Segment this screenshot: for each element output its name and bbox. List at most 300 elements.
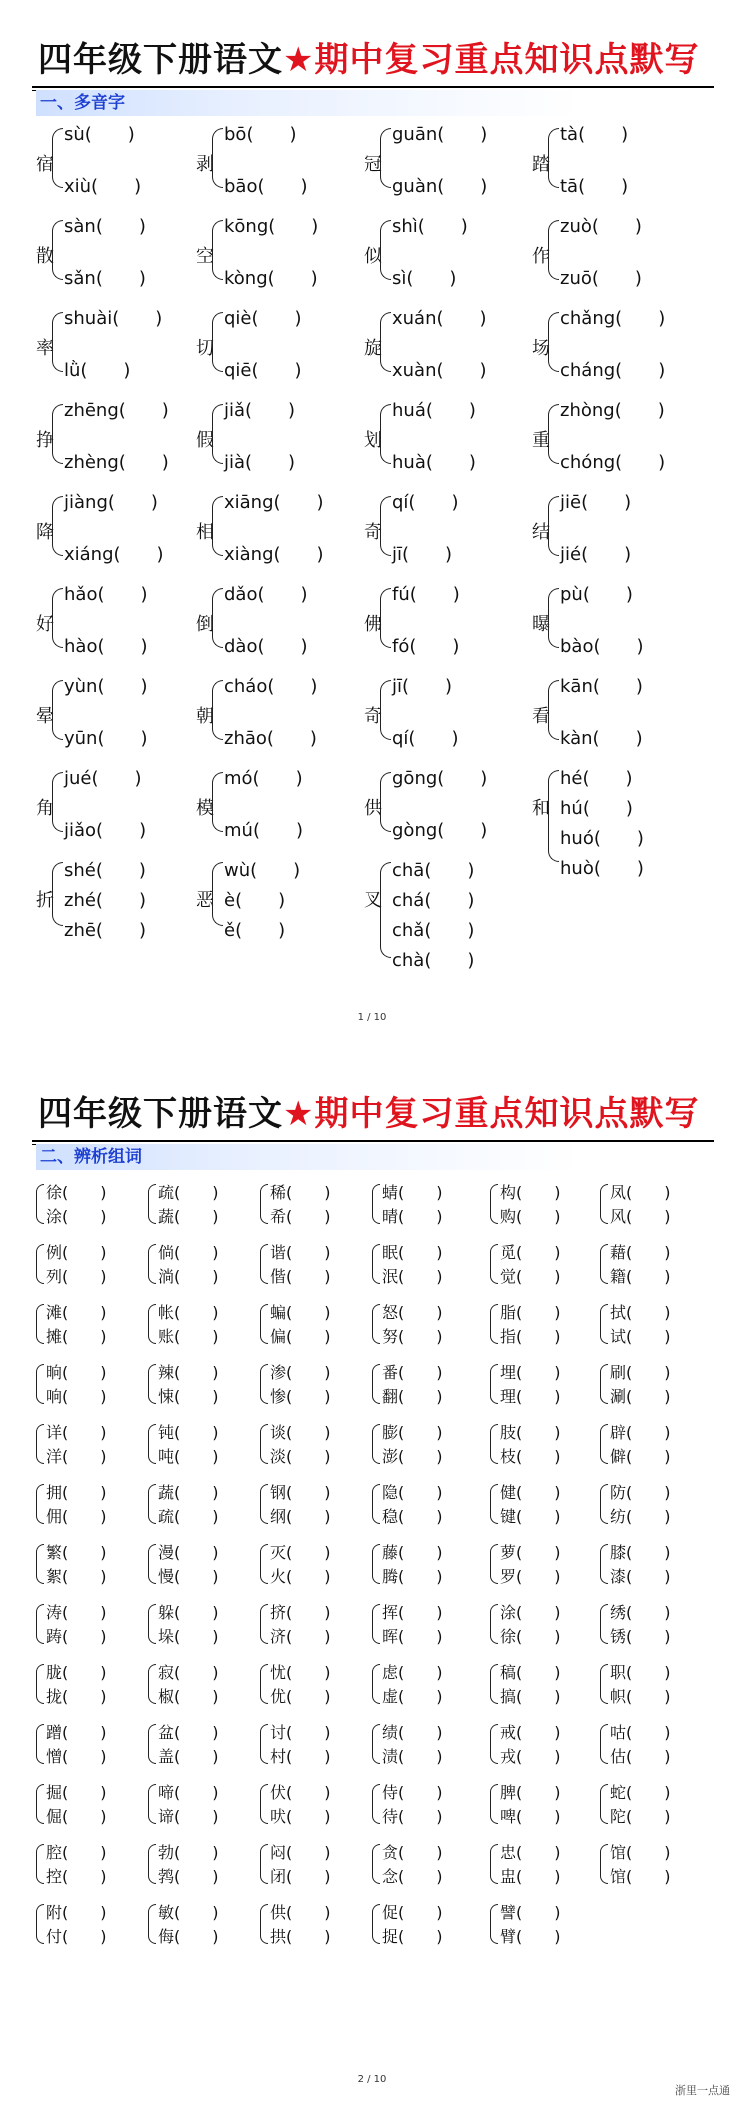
brace-icon xyxy=(36,1304,44,1344)
brace-icon xyxy=(372,1904,380,1944)
brace-icon xyxy=(548,770,559,862)
word-blank[interactable]: 罗( ) xyxy=(500,1567,561,1586)
word-blank[interactable]: 咕( ) xyxy=(610,1723,671,1742)
word-blank[interactable]: 键( ) xyxy=(500,1507,561,1526)
word-blank[interactable]: 慢( ) xyxy=(158,1567,219,1586)
word-blank[interactable]: 悚( ) xyxy=(158,1387,219,1406)
word-blank[interactable]: 漫( ) xyxy=(158,1543,219,1562)
brace-icon xyxy=(260,1244,268,1284)
word-blank[interactable]: 侍( ) xyxy=(382,1783,443,1802)
pinyin-item: qiē( ) xyxy=(224,360,302,381)
brace-icon xyxy=(380,128,391,188)
word-blank[interactable]: 闭( ) xyxy=(270,1867,331,1886)
word-pair-group xyxy=(600,1540,712,1588)
brace-icon xyxy=(490,1904,498,1944)
word-blank[interactable]: 火( ) xyxy=(270,1567,331,1586)
brace-icon xyxy=(36,1184,44,1224)
word-pair-group xyxy=(490,1240,602,1288)
word-blank[interactable]: 构( ) xyxy=(500,1183,561,1202)
word-blank[interactable]: 鹁( ) xyxy=(158,1867,219,1886)
word-blank[interactable]: 账( ) xyxy=(158,1327,219,1346)
title-black-part: 四年级下册语文 xyxy=(38,40,283,80)
polyphone-char: 旋 xyxy=(364,338,382,359)
pinyin-item: qiè( ) xyxy=(224,308,302,329)
word-pair-group xyxy=(490,1480,602,1528)
brace-icon xyxy=(380,312,391,372)
brace-icon xyxy=(372,1544,380,1584)
word-blank[interactable]: 蛇( ) xyxy=(610,1783,671,1802)
word-blank[interactable]: 伏( ) xyxy=(270,1783,331,1802)
word-pair-group xyxy=(372,1540,484,1588)
word-blank[interactable]: 蔬( ) xyxy=(158,1483,219,1502)
word-blank[interactable]: 胧( ) xyxy=(46,1663,107,1682)
brace-icon xyxy=(148,1244,156,1284)
word-blank[interactable]: 绣( ) xyxy=(610,1603,671,1622)
word-blank[interactable]: 详( ) xyxy=(46,1423,107,1442)
brace-icon xyxy=(600,1784,608,1824)
word-blank[interactable]: 理( ) xyxy=(500,1387,561,1406)
word-blank[interactable]: 腾( ) xyxy=(382,1567,443,1586)
word-blank[interactable]: 淌( ) xyxy=(158,1267,219,1286)
word-blank[interactable]: 侮( ) xyxy=(158,1927,219,1946)
word-blank[interactable]: 滩( ) xyxy=(46,1303,107,1322)
word-blank[interactable]: 凤( ) xyxy=(610,1183,671,1202)
word-blank[interactable]: 盖( ) xyxy=(158,1747,219,1766)
polyphone-group xyxy=(196,764,356,844)
word-pair-group xyxy=(260,1480,372,1528)
word-pair-group xyxy=(36,1240,148,1288)
word-blank[interactable]: 枝( ) xyxy=(500,1447,561,1466)
brace-icon xyxy=(212,312,223,372)
polyphone-char: 朝 xyxy=(196,706,214,727)
pinyin-item: chá( ) xyxy=(392,890,475,911)
word-blank[interactable]: 试( ) xyxy=(610,1327,671,1346)
word-blank[interactable]: 济( ) xyxy=(270,1627,331,1646)
word-pair-group xyxy=(148,1660,260,1708)
word-blank[interactable]: 盆( ) xyxy=(158,1723,219,1742)
brace-icon xyxy=(490,1484,498,1524)
brace-icon xyxy=(380,404,391,464)
pinyin-item: huá( ) xyxy=(392,400,476,421)
polyphone-char: 空 xyxy=(196,246,214,267)
word-pair-group xyxy=(148,1240,260,1288)
word-blank[interactable]: 澎( ) xyxy=(382,1447,443,1466)
pinyin-item: hǎo( ) xyxy=(64,584,148,605)
polyphone-char: 散 xyxy=(36,246,54,267)
brace-icon xyxy=(52,220,63,280)
word-blank[interactable]: 泯( ) xyxy=(382,1267,443,1286)
polyphone-group xyxy=(364,304,524,384)
polyphone-char: 似 xyxy=(364,246,382,267)
word-blank[interactable]: 洋( ) xyxy=(46,1447,107,1466)
brace-icon xyxy=(600,1364,608,1404)
word-pair-group xyxy=(490,1600,602,1648)
polyphone-char: 好 xyxy=(36,614,54,635)
pinyin-item: mú( ) xyxy=(224,820,303,841)
brace-icon xyxy=(490,1424,498,1464)
word-pair-group xyxy=(36,1180,148,1228)
word-blank[interactable]: 椒( ) xyxy=(158,1687,219,1706)
pinyin-item: chóng( ) xyxy=(560,452,666,473)
word-blank[interactable]: 番( ) xyxy=(382,1363,443,1382)
word-blank[interactable]: 晴( ) xyxy=(382,1207,443,1226)
brace-icon xyxy=(148,1604,156,1644)
polyphone-group xyxy=(196,488,356,568)
polyphone-group xyxy=(36,856,196,956)
word-blank[interactable]: 钢( ) xyxy=(270,1483,331,1502)
pinyin-item: dǎo( ) xyxy=(224,584,308,605)
word-blank[interactable]: 垛( ) xyxy=(158,1627,219,1646)
polyphone-char: 降 xyxy=(36,522,54,543)
brace-icon xyxy=(490,1304,498,1344)
brace-icon xyxy=(148,1304,156,1344)
brace-icon xyxy=(148,1904,156,1944)
brace-icon xyxy=(548,128,559,188)
polyphone-group xyxy=(196,580,356,660)
word-blank[interactable]: 涂( ) xyxy=(500,1603,561,1622)
brace-icon xyxy=(36,1604,44,1644)
word-blank[interactable]: 佣( ) xyxy=(46,1507,107,1526)
polyphone-group xyxy=(36,396,196,476)
title-red-part: ★期中复习重点知识点默写 xyxy=(283,1094,700,1134)
word-blank[interactable]: 吨( ) xyxy=(158,1447,219,1466)
word-blank[interactable]: 憎( ) xyxy=(46,1747,107,1766)
word-pair-group xyxy=(260,1180,372,1228)
word-blank[interactable]: 渍( ) xyxy=(382,1747,443,1766)
word-pair-group xyxy=(490,1780,602,1828)
word-blank[interactable]: 估( ) xyxy=(610,1747,671,1766)
word-blank[interactable]: 倘( ) xyxy=(158,1243,219,1262)
pinyin-item: xuàn( ) xyxy=(392,360,487,381)
word-blank[interactable]: 拥( ) xyxy=(46,1483,107,1502)
word-blank[interactable]: 附( ) xyxy=(46,1903,107,1922)
word-blank[interactable]: 摊( ) xyxy=(46,1327,107,1346)
word-blank[interactable]: 钝( ) xyxy=(158,1423,219,1442)
brace-icon xyxy=(600,1844,608,1884)
brace-icon xyxy=(490,1544,498,1584)
pinyin-item: qí( ) xyxy=(392,728,459,749)
brace-icon xyxy=(260,1544,268,1584)
word-blank[interactable]: 努( ) xyxy=(382,1327,443,1346)
word-blank[interactable]: 稳( ) xyxy=(382,1507,443,1526)
word-blank[interactable]: 啤( ) xyxy=(500,1807,561,1826)
word-blank[interactable]: 晖( ) xyxy=(382,1627,443,1646)
word-pair-group xyxy=(260,1300,372,1348)
word-pair-group xyxy=(600,1600,712,1648)
word-blank[interactable]: 谐( ) xyxy=(270,1243,331,1262)
word-blank[interactable]: 职( ) xyxy=(610,1663,671,1682)
page-title xyxy=(38,38,699,82)
brace-icon xyxy=(372,1844,380,1884)
pinyin-item: dào( ) xyxy=(224,636,308,657)
word-blank[interactable]: 翻( ) xyxy=(382,1387,443,1406)
word-blank[interactable]: 优( ) xyxy=(270,1687,331,1706)
brace-icon xyxy=(36,1364,44,1404)
word-blank[interactable]: 勃( ) xyxy=(158,1843,219,1862)
word-blank[interactable]: 藉( ) xyxy=(610,1243,671,1262)
word-blank[interactable]: 絮( ) xyxy=(46,1567,107,1586)
brace-icon xyxy=(36,1544,44,1584)
brace-icon xyxy=(548,588,559,648)
word-blank[interactable]: 挤( ) xyxy=(270,1603,331,1622)
word-blank[interactable]: 啼( ) xyxy=(158,1783,219,1802)
word-blank[interactable]: 纲( ) xyxy=(270,1507,331,1526)
polyphone-char: 晕 xyxy=(36,706,54,727)
word-blank[interactable]: 促( ) xyxy=(382,1903,443,1922)
word-blank[interactable]: 敏( ) xyxy=(158,1903,219,1922)
pinyin-item: jià( ) xyxy=(224,452,296,473)
brace-icon xyxy=(380,862,391,958)
word-blank[interactable]: 偕( ) xyxy=(270,1267,331,1286)
word-blank[interactable]: 稿( ) xyxy=(500,1663,561,1682)
word-blank[interactable]: 拭( ) xyxy=(610,1303,671,1322)
polyphone-group xyxy=(36,764,196,844)
pinyin-item: chǎng( ) xyxy=(560,308,666,329)
pinyin-item: bào( ) xyxy=(560,636,644,657)
word-blank[interactable]: 忧( ) xyxy=(270,1663,331,1682)
brace-icon xyxy=(212,680,223,740)
polyphone-char: 率 xyxy=(36,338,54,359)
word-blank[interactable]: 僻( ) xyxy=(610,1447,671,1466)
word-blank[interactable]: 讨( ) xyxy=(270,1723,331,1742)
polyphone-group xyxy=(364,856,524,986)
word-pair-group xyxy=(36,1900,148,1948)
word-blank[interactable]: 倔( ) xyxy=(46,1807,107,1826)
word-blank[interactable]: 帜( ) xyxy=(610,1687,671,1706)
word-blank[interactable]: 戒( ) xyxy=(500,1723,561,1742)
word-blank[interactable]: 忠( ) xyxy=(500,1843,561,1862)
word-blank[interactable]: 徐( ) xyxy=(46,1183,107,1202)
polyphone-group xyxy=(532,304,692,384)
word-blank[interactable]: 拱( ) xyxy=(270,1927,331,1946)
pinyin-item: ě( ) xyxy=(224,920,286,941)
brace-icon xyxy=(548,220,559,280)
polyphone-group xyxy=(532,488,692,568)
word-blank[interactable]: 晌( ) xyxy=(46,1363,107,1382)
word-pair-group xyxy=(36,1600,148,1648)
word-pair-group xyxy=(260,1600,372,1648)
word-blank[interactable]: 涛( ) xyxy=(46,1603,107,1622)
word-blank[interactable]: 供( ) xyxy=(270,1903,331,1922)
word-pair-group xyxy=(490,1660,602,1708)
word-blank[interactable]: 防( ) xyxy=(610,1483,671,1502)
word-blank[interactable]: 闷( ) xyxy=(270,1843,331,1862)
word-blank[interactable]: 念( ) xyxy=(382,1867,443,1886)
word-blank[interactable]: 隐( ) xyxy=(382,1483,443,1502)
word-blank[interactable]: 腔( ) xyxy=(46,1843,107,1862)
word-blank[interactable]: 埋( ) xyxy=(500,1363,561,1382)
word-pair-group xyxy=(372,1180,484,1228)
polyphone-char: 角 xyxy=(36,798,54,819)
polyphone-group xyxy=(364,764,524,844)
footer-brand: 浙里一点通 xyxy=(675,2084,730,2097)
word-blank[interactable]: 淡( ) xyxy=(270,1447,331,1466)
pinyin-item: jiàng( ) xyxy=(64,492,158,513)
brace-icon xyxy=(36,1844,44,1884)
title-underline xyxy=(32,86,714,88)
word-blank[interactable]: 蔬( ) xyxy=(158,1207,219,1226)
word-blank[interactable]: 寂( ) xyxy=(158,1663,219,1682)
word-pair-group xyxy=(372,1900,484,1948)
brace-icon xyxy=(148,1424,156,1464)
word-blank[interactable]: 响( ) xyxy=(46,1387,107,1406)
word-blank[interactable]: 脂( ) xyxy=(500,1303,561,1322)
section-title: 二、辨析组词 xyxy=(40,1147,142,1167)
brace-icon xyxy=(372,1604,380,1644)
word-blank[interactable]: 盅( ) xyxy=(500,1867,561,1886)
word-blank[interactable]: 臂( ) xyxy=(500,1927,561,1946)
word-blank[interactable]: 蹭( ) xyxy=(46,1723,107,1742)
word-blank[interactable]: 掘( ) xyxy=(46,1783,107,1802)
pinyin-item: cháo( ) xyxy=(224,676,318,697)
word-blank[interactable]: 列( ) xyxy=(46,1267,107,1286)
brace-icon xyxy=(380,496,391,556)
word-blank[interactable]: 刷( ) xyxy=(610,1363,671,1382)
word-blank[interactable]: 谛( ) xyxy=(158,1807,219,1826)
brace-icon xyxy=(148,1364,156,1404)
word-blank[interactable]: 希( ) xyxy=(270,1207,331,1226)
title-underline xyxy=(32,1140,714,1142)
word-pair-group xyxy=(372,1720,484,1768)
word-blank[interactable]: 眠( ) xyxy=(382,1243,443,1262)
word-blank[interactable]: 帐( ) xyxy=(158,1303,219,1322)
brace-icon xyxy=(52,312,63,372)
brace-icon xyxy=(260,1844,268,1884)
polyphone-char: 踏 xyxy=(532,154,550,175)
polyphone-char: 结 xyxy=(532,522,550,543)
word-pair-group xyxy=(600,1360,712,1408)
word-blank[interactable]: 疏( ) xyxy=(158,1183,219,1202)
word-blank[interactable]: 疏( ) xyxy=(158,1507,219,1526)
word-blank[interactable]: 控( ) xyxy=(46,1867,107,1886)
word-blank[interactable]: 馆( ) xyxy=(610,1867,671,1886)
pinyin-item: sù( ) xyxy=(64,124,135,145)
title-black-part: 四年级下册语文 xyxy=(38,1094,283,1134)
word-blank[interactable]: 踌( ) xyxy=(46,1627,107,1646)
page-1 xyxy=(0,0,744,1023)
word-blank[interactable]: 萝( ) xyxy=(500,1543,561,1562)
word-blank[interactable]: 辣( ) xyxy=(158,1363,219,1382)
word-blank[interactable]: 蜻( ) xyxy=(382,1183,443,1202)
word-pair-group xyxy=(372,1240,484,1288)
word-blank[interactable]: 譬( ) xyxy=(500,1903,561,1922)
word-blank[interactable]: 馆( ) xyxy=(610,1843,671,1862)
word-blank[interactable]: 贪( ) xyxy=(382,1843,443,1862)
word-blank[interactable]: 辟( ) xyxy=(610,1423,671,1442)
word-blank[interactable]: 吠( ) xyxy=(270,1807,331,1826)
polyphone-group xyxy=(364,396,524,476)
word-blank[interactable]: 戎( ) xyxy=(500,1747,561,1766)
word-blank[interactable]: 漆( ) xyxy=(610,1567,671,1586)
pinyin-item: tà( ) xyxy=(560,124,629,145)
page-title xyxy=(38,1092,699,1136)
word-blank[interactable]: 灭( ) xyxy=(270,1543,331,1562)
word-blank[interactable]: 籍( ) xyxy=(610,1267,671,1286)
word-blank[interactable]: 觉( ) xyxy=(500,1267,561,1286)
word-blank[interactable]: 绩( ) xyxy=(382,1723,443,1742)
word-blank[interactable]: 谈( ) xyxy=(270,1423,331,1442)
word-blank[interactable]: 繁( ) xyxy=(46,1543,107,1562)
pinyin-item: kòng( ) xyxy=(224,268,318,289)
word-blank[interactable]: 健( ) xyxy=(500,1483,561,1502)
brace-icon xyxy=(372,1784,380,1824)
word-blank[interactable]: 徐( ) xyxy=(500,1627,561,1646)
word-blank[interactable]: 陀( ) xyxy=(610,1807,671,1826)
word-blank[interactable]: 指( ) xyxy=(500,1327,561,1346)
word-blank[interactable]: 肢( ) xyxy=(500,1423,561,1442)
brace-icon xyxy=(490,1844,498,1884)
word-blank[interactable]: 藤( ) xyxy=(382,1543,443,1562)
pinyin-item: xiáng( ) xyxy=(64,544,164,565)
word-pair-group xyxy=(36,1300,148,1348)
word-blank[interactable]: 膝( ) xyxy=(610,1543,671,1562)
word-blank[interactable]: 觅( ) xyxy=(500,1243,561,1262)
word-blank[interactable]: 村( ) xyxy=(270,1747,331,1766)
word-blank[interactable]: 渗( ) xyxy=(270,1363,331,1382)
word-blank[interactable]: 挥( ) xyxy=(382,1603,443,1622)
polyphone-group xyxy=(36,304,196,384)
section-header-polyphones xyxy=(36,90,716,116)
word-blank[interactable]: 搞( ) xyxy=(500,1687,561,1706)
brace-icon xyxy=(260,1364,268,1404)
word-blank[interactable]: 锈( ) xyxy=(610,1627,671,1646)
word-blank[interactable]: 稀( ) xyxy=(270,1183,331,1202)
word-blank[interactable]: 付( ) xyxy=(46,1927,107,1946)
word-pair-group xyxy=(260,1420,372,1468)
word-pair-group xyxy=(148,1420,260,1468)
word-blank[interactable]: 怒( ) xyxy=(382,1303,443,1322)
polyphone-char: 曝 xyxy=(532,614,550,635)
polyphone-char: 倒 xyxy=(196,614,214,635)
word-blank[interactable]: 涂( ) xyxy=(46,1207,107,1226)
word-pair-group xyxy=(36,1540,148,1588)
brace-icon xyxy=(260,1484,268,1524)
word-blank[interactable]: 风( ) xyxy=(610,1207,671,1226)
word-blank[interactable]: 拢( ) xyxy=(46,1687,107,1706)
polyphone-char: 作 xyxy=(532,246,550,267)
word-blank[interactable]: 躲( ) xyxy=(158,1603,219,1622)
pinyin-item: chà( ) xyxy=(392,950,475,971)
word-blank[interactable]: 涮( ) xyxy=(610,1387,671,1406)
page-2 xyxy=(0,1080,744,2104)
word-blank[interactable]: 纺( ) xyxy=(610,1507,671,1526)
pinyin-item: hé( ) xyxy=(560,768,633,789)
word-blank[interactable]: 例( ) xyxy=(46,1243,107,1262)
word-blank[interactable]: 购( ) xyxy=(500,1207,561,1226)
polyphone-char: 相 xyxy=(196,522,214,543)
polyphone-char: 假 xyxy=(196,430,214,451)
polyphone-group xyxy=(196,304,356,384)
word-blank[interactable]: 脾( ) xyxy=(500,1783,561,1802)
pinyin-item: kān( ) xyxy=(560,676,643,697)
word-blank[interactable]: 虚( ) xyxy=(382,1687,443,1706)
section-header-pairs xyxy=(36,1144,716,1170)
word-blank[interactable]: 虑( ) xyxy=(382,1663,443,1682)
word-blank[interactable]: 捉( ) xyxy=(382,1927,443,1946)
word-blank[interactable]: 膨( ) xyxy=(382,1423,443,1442)
pinyin-item: huò( ) xyxy=(560,858,644,879)
word-blank[interactable]: 偏( ) xyxy=(270,1327,331,1346)
word-blank[interactable]: 待( ) xyxy=(382,1807,443,1826)
brace-icon xyxy=(36,1904,44,1944)
brace-icon xyxy=(372,1184,380,1224)
brace-icon xyxy=(36,1424,44,1464)
word-blank[interactable]: 惨( ) xyxy=(270,1387,331,1406)
word-blank[interactable]: 蝙( ) xyxy=(270,1303,331,1322)
polyphone-char: 奇 xyxy=(364,522,382,543)
polyphone-group xyxy=(532,120,692,200)
word-pair-group xyxy=(372,1300,484,1348)
